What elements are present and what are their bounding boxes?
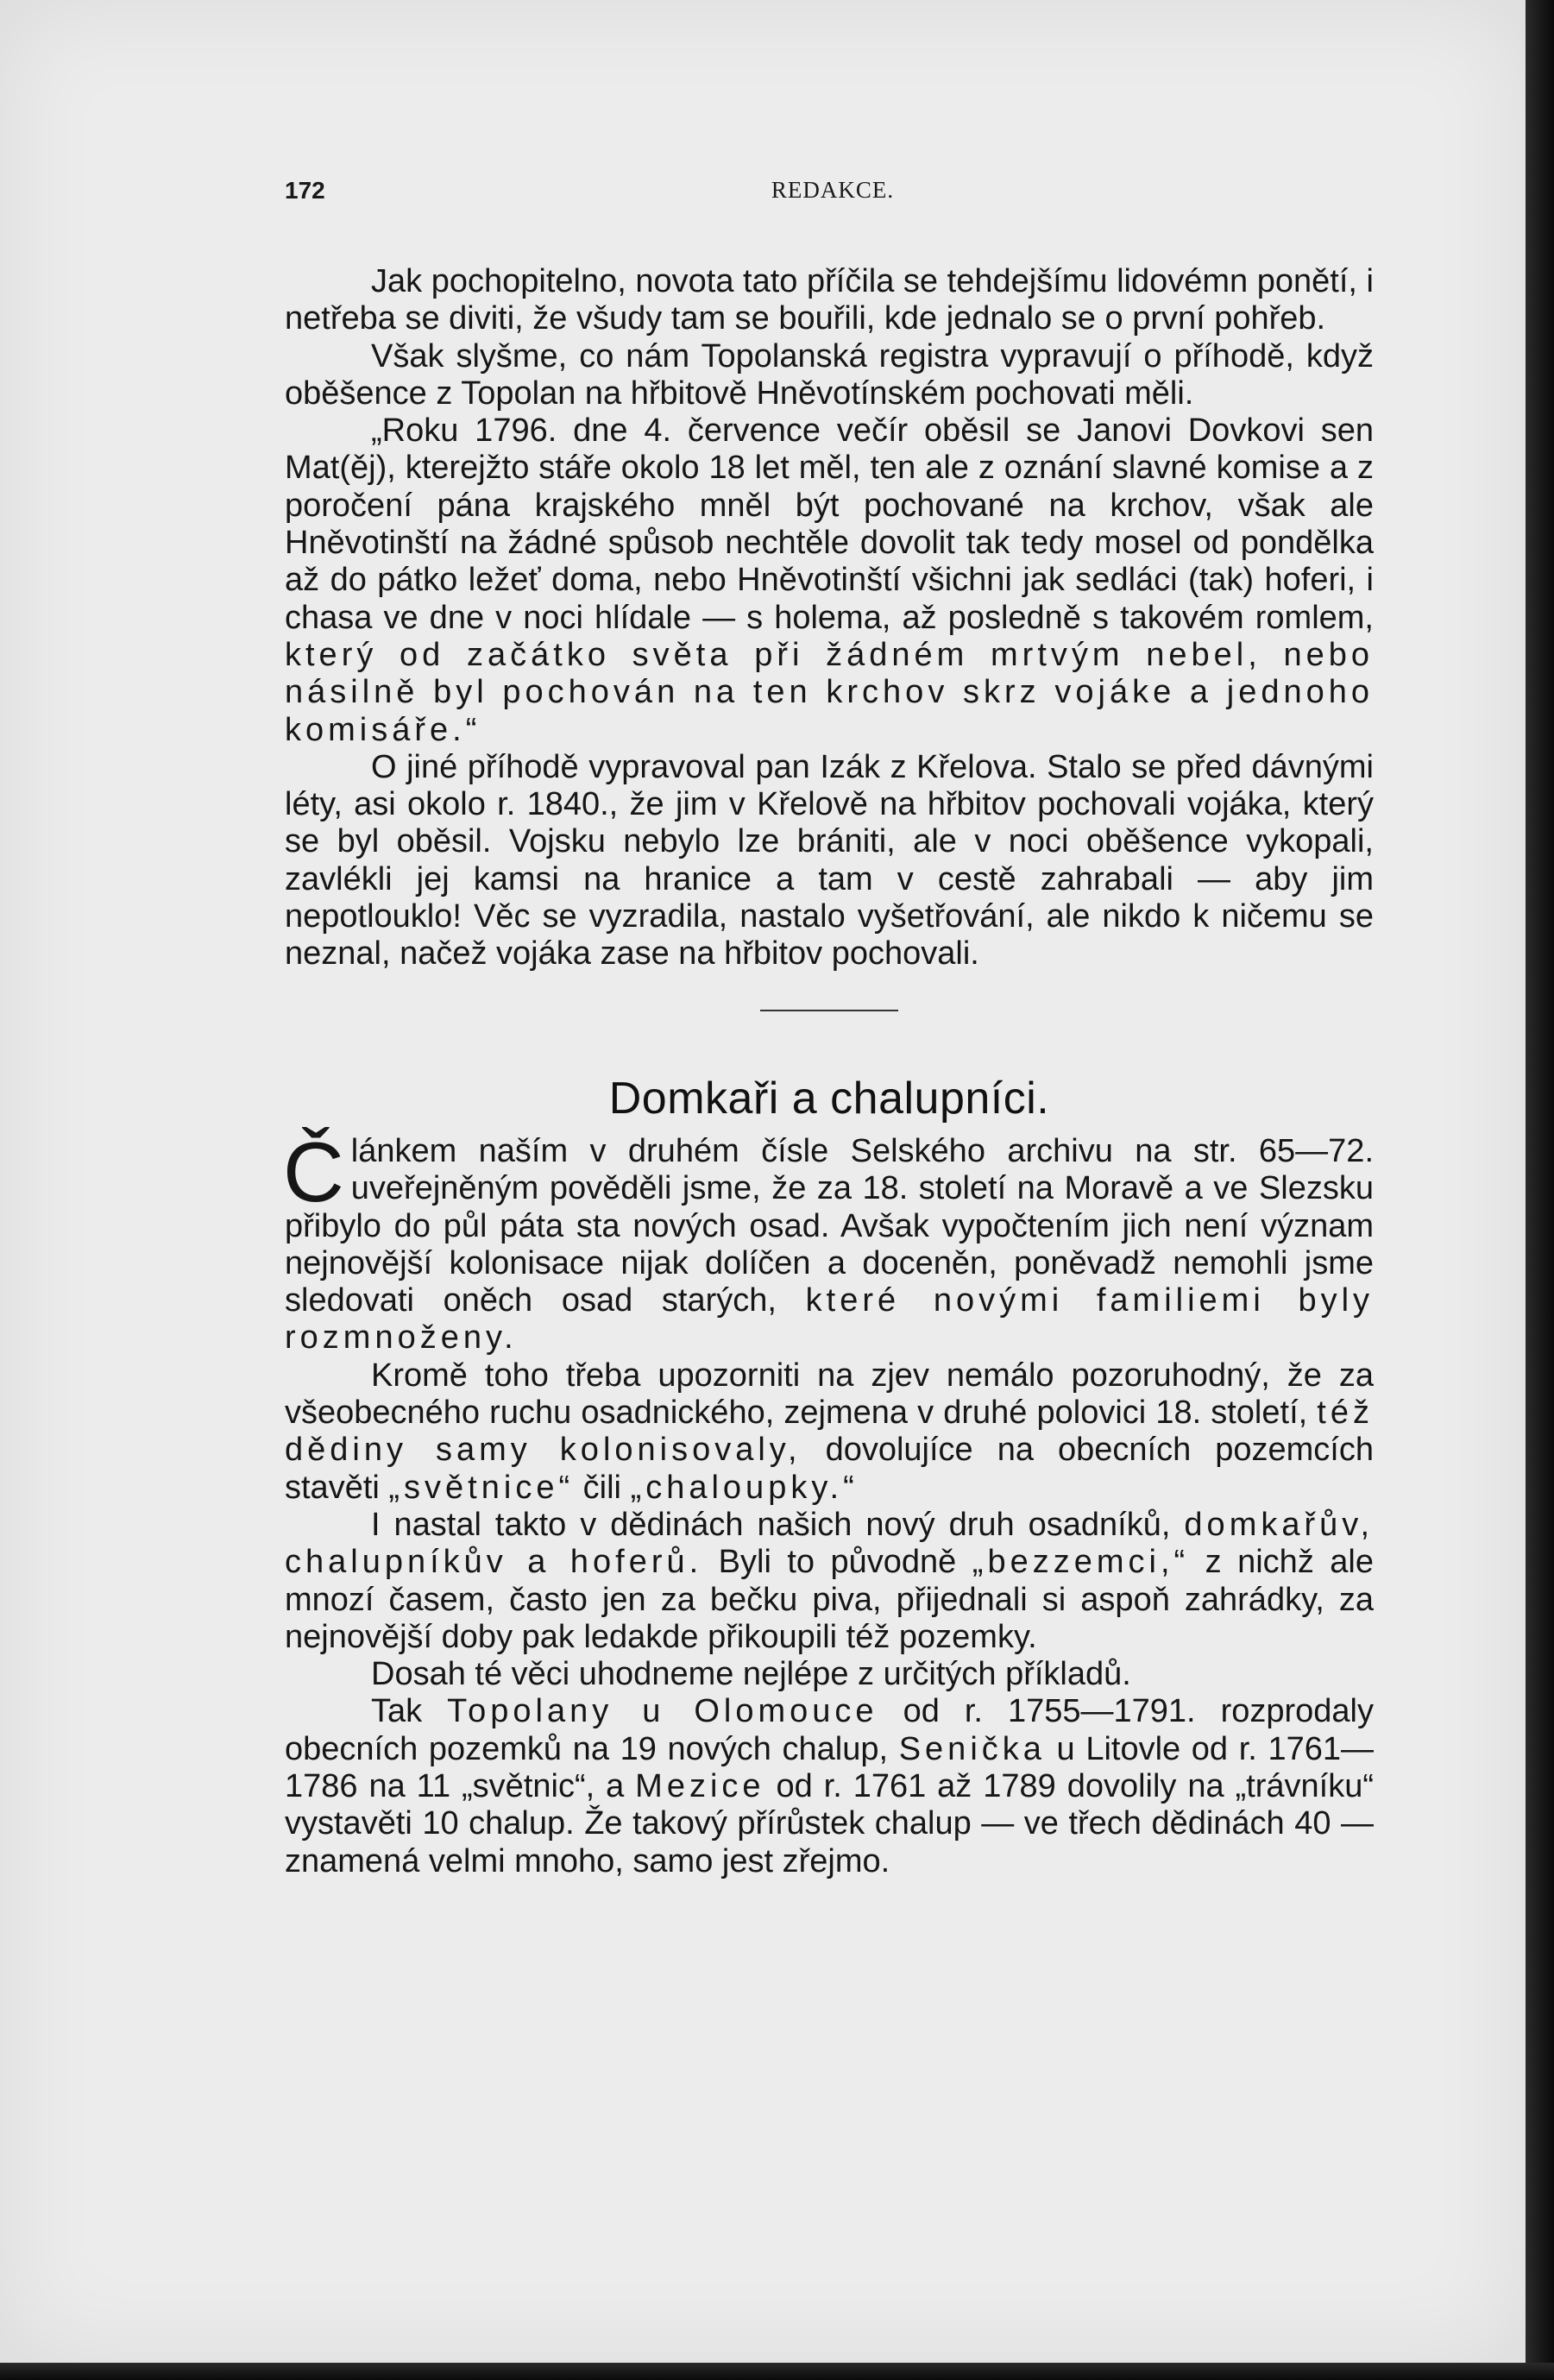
text-run: lánkem naším v druhém čísle Selského archivu na str. 65—72. uveřejněným pověděli jsme, že za 18. století na Moravě a ve Slezsku přibylo do půl páta sta nových osad. Avšak vypočtením jich není význam nejnovější kolonisace nijak dolíčen a doceněn, poněvadž nemohli jsme sledovati oněch osad starých,: [285, 1132, 1374, 1319]
spaced-emphasis: domkařův, chalupníkův a hoferů.: [285, 1506, 1375, 1581]
page-number: 172: [285, 177, 325, 204]
spaced-emphasis: které novými familiemi byly rozmnoženy.: [285, 1282, 1375, 1357]
text-run: čili: [582, 1469, 621, 1506]
paragraph: [285, 1357, 1374, 1507]
article-body: [285, 263, 1374, 1880]
spaced-emphasis: „bezzemci,“: [972, 1544, 1190, 1581]
text-run: „Roku 1796. dne 4. července večír oběsil se Janovi Dovkovi sen Mat(ěj), kterejžto stáře okolo 18 let měl, ten ale z oznání slavné komise a z poročení pána krajského mněl být pochované na krchov, však ale Hněvotinští na žádné spůsob nechtěle dovolit tak tedy mosel od pondělka až do pátko ležeť doma, nebo Hněvotinští všichni jak sedláci (tak) hoferi, i chasa ve dne v noci hlídale — s holema, až posledně s takovém romlem,: [285, 412, 1374, 636]
spaced-emphasis: Topolany u Olomouce: [447, 1693, 878, 1730]
spaced-emphasis: který od začátko světa při žádném mrtvým nebel, nebo násilně byl pochován na ten krchov skrz vojáke a jednoho komisáře.: [285, 636, 1374, 748]
scan-edge-right: [1526, 0, 1554, 2380]
text-run: Tak: [371, 1693, 423, 1730]
closing-quote: “: [465, 711, 477, 748]
paragraph: Však slyšme, co nám Topolanská registra vypravují o příhodě, když oběšence z Topolan na hřbitově Hněvotínském pochovati měli.: [285, 337, 1374, 412]
section-divider: [760, 1010, 898, 1011]
text-run: z nichž ale mnozí časem, často jen za bečku piva, přijednali si aspoň zahrádky, za nejnovější doby pak ledakde přikoupili též pozemky.: [285, 1544, 1374, 1655]
text-run: Byli to původně: [718, 1544, 957, 1581]
text-run: od r. 1761 až 1789 dovolily na „trávníku“ vystavěti 10 chalup. Že takový přírůstek chalup — ve třech dědinách 40 — znamená velmi mnoho, samo jest zřejmo.: [285, 1767, 1375, 1879]
text-run: u Litovle od r. 1761—1786 na 11 „světnic“, a: [285, 1730, 1374, 1804]
paragraph: Dosah té věci uhodneme nejlépe z určitých příkladů.: [371, 1656, 1131, 1693]
spaced-emphasis: Mezice: [635, 1767, 765, 1804]
lead-paragraph: [283, 1124, 1375, 1357]
text-run: Kromě toho třeba upozorniti na zjev nemálo pozoruhodný, že za všeobecného ruchu osadnického, zejmena v druhé polovici 18. století,: [285, 1357, 1374, 1432]
spaced-emphasis: též dědiny samy kolonisovaly,: [285, 1395, 1374, 1469]
paragraph: O jiné příhodě vypravoval pan Izák z Křelova. Stalo se před dávnými léty, asi okolo r. 1840., že jim v Křelově na hřbitov pochovali vojáka, který se byl oběsil. Vojsku nebylo lze brániti, ale v noci oběšence vykopali, zavlékli jej kamsi na hranice a tam v cestě zahrabali — aby jim nepotlouklo! Věc se vyzradila, nastalo vyšetřování, ale nikdo k ničemu se neznal, načež vojáka zase na hřbitov pochovali.: [285, 748, 1374, 973]
spaced-emphasis: „světnice“: [388, 1469, 575, 1506]
paragraph: Jak pochopitelno, novota tato příčila se tehdejšímu lidovémn ponětí, i netřeba se diviti, že všudy tam se bouřili, kde jednalo se o první pohřeb.: [285, 263, 1374, 337]
spaced-emphasis: „chaloupky.“: [630, 1469, 859, 1506]
quoted-record-paragraph: [285, 412, 1374, 749]
scan-edge-bottom: [0, 2363, 1554, 2380]
spaced-emphasis: Senička: [898, 1730, 1046, 1767]
text-run: od r. 1755—1791. rozprodaly obecních pozemků na 19 nových chalup,: [285, 1693, 1374, 1767]
section-title: Domkaři a chalupníci.: [608, 1073, 1050, 1124]
running-head: REDAKCE.: [771, 177, 895, 203]
text-run: dovolujíce na obecních pozemcích stavěti: [285, 1432, 1374, 1506]
paragraph: [285, 1693, 1374, 1879]
paragraph: [285, 1507, 1374, 1656]
text-run: I nastal takto v dědinách našich nový druh osadníků,: [371, 1506, 1171, 1543]
drop-cap: Č: [283, 1124, 344, 1219]
